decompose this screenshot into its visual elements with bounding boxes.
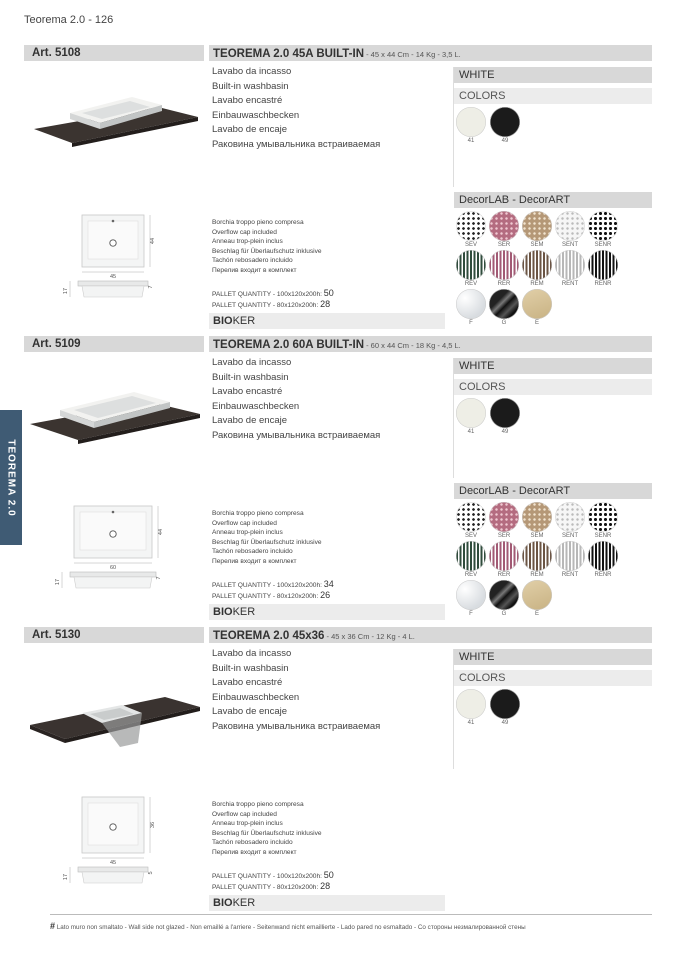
bioker-label: [209, 895, 445, 911]
feature-line: Borchia troppo pieno compresa: [212, 801, 304, 808]
decor-swatch-rent[interactable]: [555, 250, 585, 280]
product-title: TEOREMA 2.0 60A BUILT-IN: [213, 339, 365, 351]
dimension-width: 60: [109, 565, 117, 571]
dimension-depth: 44: [158, 528, 164, 536]
feature-line: Overflow cap included: [212, 519, 277, 527]
decor-swatch-sev[interactable]: [456, 502, 486, 532]
product-name-line: Lavabo da incasso: [212, 357, 292, 368]
decor-swatch-rev[interactable]: [456, 250, 486, 280]
bioker-bold: BIO: [213, 897, 233, 909]
decor-swatch-g[interactable]: [489, 289, 519, 319]
decor-code: RENR: [594, 572, 612, 578]
product-title-bar: [209, 627, 652, 643]
feature-line: Перелив входит в комплект: [212, 266, 297, 274]
product-image: [30, 667, 200, 757]
feature-line: Overflow cap included: [212, 810, 277, 818]
colors-label: COLORS: [454, 670, 652, 686]
product-specs: - 45 x 36 Cm - 12 Kg - 4 L.: [324, 632, 415, 641]
footer-mark: #: [50, 921, 56, 931]
pallet-label: PALLET QUANTITY - 80x120x200h:: [212, 593, 321, 600]
product-specs: - 60 x 44 Cm - 18 Kg - 4,5 L.: [364, 341, 461, 350]
decor-swatch-e[interactable]: [522, 289, 552, 319]
decor-code: E: [534, 611, 539, 617]
dimension-rim-height: 7: [156, 576, 162, 580]
colors-label: COLORS: [454, 379, 652, 395]
decor-swatch-rer[interactable]: [489, 250, 519, 280]
colors-label: COLORS: [454, 88, 652, 104]
product-name-line: Einbauwaschbecken: [212, 109, 300, 121]
bioker-rest: KER: [232, 606, 256, 618]
decor-swatch-sem[interactable]: [522, 211, 552, 241]
feature-line: Overflow cap included: [212, 228, 277, 236]
side-tab-teorema[interactable]: [0, 410, 22, 545]
decor-code: SEV: [464, 242, 477, 248]
color-swatch-41[interactable]: [456, 689, 486, 719]
pallet-label: PALLET QUANTITY - 80x120x200h:: [212, 302, 321, 309]
product-title-bar: [209, 336, 652, 352]
pallet-value: 28: [320, 881, 331, 891]
decor-swatch-rent[interactable]: [555, 541, 585, 571]
feature-line: Beschlag für Überlaufschutz inklusive: [212, 829, 322, 837]
product-name-line: Built-in washbasin: [212, 80, 289, 92]
article-number: Art. 5130: [24, 627, 204, 643]
pallet-label: PALLET QUANTITY - 100x120x200h:: [212, 291, 324, 298]
feature-line: Anneau trop-plein inclus: [212, 820, 283, 827]
pallet-label: PALLET QUANTITY - 80x120x200h:: [212, 884, 321, 891]
dimension-height: 17: [63, 287, 69, 295]
bioker-bold: BIO: [213, 606, 233, 618]
decor-code: RENR: [594, 281, 612, 287]
features-list: [212, 218, 322, 275]
product-name-line: Lavabo encastré: [212, 386, 283, 397]
product-names: [212, 65, 380, 152]
decor-code: SENT: [561, 533, 578, 539]
dimension-width: 45: [109, 860, 117, 866]
column-divider: [453, 67, 454, 187]
feature-line: Tachón rebosadero incluido: [212, 548, 293, 555]
dimension-depth: 44: [150, 237, 156, 245]
bioker-label: [209, 313, 445, 329]
bioker-rest: KER: [232, 897, 256, 909]
column-divider: [453, 649, 454, 769]
product-image: [30, 67, 200, 157]
product-name-line: Einbauwaschbecken: [212, 400, 300, 412]
dimension-rim-height: 5: [148, 871, 154, 875]
decor-code: SENR: [594, 242, 612, 248]
decor-swatch-renr[interactable]: [588, 250, 618, 280]
features-list: [212, 509, 322, 566]
decor-swatch-ser[interactable]: [489, 502, 519, 532]
dimension-rim-height: 7: [148, 285, 154, 289]
product-names: [212, 647, 380, 734]
product-name-line: Lavabo da incasso: [212, 648, 292, 659]
decor-swatch-rer[interactable]: [489, 541, 519, 571]
bioker-bold: BIO: [213, 315, 233, 327]
decor-swatch-f[interactable]: [456, 580, 486, 610]
feature-line: Anneau trop-plein inclus: [212, 529, 283, 536]
decor-code: F: [469, 320, 473, 326]
feature-line: Anneau trop-plein inclus: [212, 238, 283, 245]
product-image: [30, 358, 200, 448]
product-title: TEOREMA 2.0 45x36: [213, 630, 325, 642]
product-name-line: Lavabo da incasso: [212, 66, 292, 77]
pallet-value: 50: [323, 288, 334, 298]
decor-code: SENT: [561, 242, 578, 248]
decor-swatch-f[interactable]: [456, 289, 486, 319]
decor-code: REV: [464, 281, 478, 287]
decor-label: DecorLAB - DecorART: [454, 483, 652, 499]
decor-code: SEM: [530, 242, 544, 248]
footer-divider: [50, 914, 652, 915]
feature-line: Перелив входит в комплект: [212, 557, 297, 565]
decor-code: SEV: [464, 533, 477, 539]
feature-line: Tachón rebosadero incluido: [212, 257, 293, 264]
decor-code: E: [534, 320, 539, 326]
product-name-line: Einbauwaschbecken: [212, 691, 300, 703]
product-name-line: Built-in washbasin: [212, 662, 289, 674]
decor-label: DecorLAB - DecorART: [454, 192, 652, 208]
decor-swatch-sent[interactable]: [555, 211, 585, 241]
feature-line: Tachón rebosadero incluido: [212, 839, 293, 846]
color-code: 49: [501, 138, 509, 144]
pallet-value: 50: [323, 870, 334, 880]
pallet-quantity-2: [212, 881, 452, 893]
feature-line: Перелив входит в комплект: [212, 848, 297, 856]
decor-code: SER: [497, 533, 511, 539]
technical-drawing: [55, 504, 177, 609]
decor-swatch-g[interactable]: [489, 580, 519, 610]
dimension-height: 17: [63, 873, 69, 881]
decor-code: G: [501, 611, 507, 617]
decor-code: REM: [530, 572, 544, 578]
product-names: [212, 356, 380, 443]
footer-note: [50, 921, 526, 931]
color-swatch-49[interactable]: [490, 107, 520, 137]
color-swatch-41[interactable]: [456, 398, 486, 428]
decor-code: RER: [497, 281, 511, 287]
pallet-label: PALLET QUANTITY - 100x120x200h:: [212, 873, 324, 880]
color-code: 49: [501, 429, 509, 435]
feature-line: Borchia troppo pieno compresa: [212, 510, 304, 517]
decor-swatch-sev[interactable]: [456, 211, 486, 241]
product-name-line: Раковина умывальника встраиваемая: [212, 138, 381, 150]
decor-code: G: [501, 320, 507, 326]
color-swatch-49[interactable]: [490, 689, 520, 719]
bioker-rest: KER: [232, 315, 256, 327]
technical-drawing: [63, 795, 177, 900]
decor-code: REM: [530, 281, 544, 287]
white-label: WHITE: [454, 358, 652, 374]
dimension-height: 17: [55, 578, 61, 586]
pallet-quantity-2: [212, 590, 452, 602]
footer-text: Lato muro non smaltato - Wall side not glazed - Non emaillé a l'arriere - Seitenwand nicht emaillierte - Lado pared no esmaltado - Со стороны незмалированной стены: [55, 924, 526, 931]
decor-code: F: [469, 611, 473, 617]
product-name-line: Built-in washbasin: [212, 371, 289, 383]
product-section: [24, 336, 652, 626]
product-name-line: Раковина умывальника встраиваемая: [212, 429, 381, 441]
decor-code: SER: [497, 242, 511, 248]
dimension-depth: 36: [150, 821, 156, 829]
decor-swatch-senr[interactable]: [588, 502, 618, 532]
pallet-label: PALLET QUANTITY - 100x120x200h:: [212, 582, 324, 589]
product-name-line: Lavabo de encaje: [212, 706, 288, 717]
product-name-line: Lavabo encastré: [212, 677, 283, 688]
pallet-value: 26: [320, 590, 331, 600]
decor-code: REV: [464, 572, 478, 578]
side-tab-label: TEOREMA 2.0: [5, 438, 17, 517]
white-label: WHITE: [454, 649, 652, 665]
product-specs: - 45 x 44 Cm - 14 Kg - 3,5 L.: [364, 50, 461, 59]
product-section: [24, 627, 652, 917]
decor-swatch-senr[interactable]: [588, 211, 618, 241]
technical-drawing: [63, 213, 177, 318]
feature-line: Borchia troppo pieno compresa: [212, 219, 304, 226]
product-title-bar: [209, 45, 652, 61]
decor-swatch-sent[interactable]: [555, 502, 585, 532]
color-code: 41: [467, 138, 475, 144]
color-code: 49: [501, 720, 509, 726]
color-code: 41: [467, 429, 475, 435]
article-number: Art. 5108: [24, 45, 204, 61]
decor-code: RENT: [561, 281, 579, 287]
product-name-line: Lavabo de encaje: [212, 415, 288, 426]
bioker-label: [209, 604, 445, 620]
color-code: 41: [467, 720, 475, 726]
article-number: Art. 5109: [24, 336, 204, 352]
decor-code: RER: [497, 572, 511, 578]
pallet-value: 34: [323, 579, 334, 589]
decor-swatch-sem[interactable]: [522, 502, 552, 532]
page-title: Teorema 2.0 - 126: [24, 14, 114, 26]
decor-swatch-e[interactable]: [522, 580, 552, 610]
product-title: TEOREMA 2.0 45A BUILT-IN: [213, 48, 365, 60]
product-name-line: Lavabo encastré: [212, 95, 283, 106]
column-divider: [453, 358, 454, 478]
color-swatch-49[interactable]: [490, 398, 520, 428]
pallet-quantity-2: [212, 299, 452, 311]
decor-swatch-rev[interactable]: [456, 541, 486, 571]
product-section: [24, 45, 652, 335]
product-name-line: Раковина умывальника встраиваемая: [212, 720, 381, 732]
features-list: [212, 800, 322, 857]
color-swatch-41[interactable]: [456, 107, 486, 137]
decor-code: SEM: [530, 533, 544, 539]
white-label: WHITE: [454, 67, 652, 83]
decor-swatch-rem[interactable]: [522, 541, 552, 571]
product-name-line: Lavabo de encaje: [212, 124, 288, 135]
dimension-width: 45: [109, 274, 117, 280]
decor-swatch-rem[interactable]: [522, 250, 552, 280]
pallet-value: 28: [320, 299, 331, 309]
decor-code: SENR: [594, 533, 612, 539]
feature-line: Beschlag für Überlaufschutz inklusive: [212, 538, 322, 546]
decor-swatch-ser[interactable]: [489, 211, 519, 241]
decor-code: RENT: [561, 572, 579, 578]
feature-line: Beschlag für Überlaufschutz inklusive: [212, 247, 322, 255]
decor-swatch-renr[interactable]: [588, 541, 618, 571]
